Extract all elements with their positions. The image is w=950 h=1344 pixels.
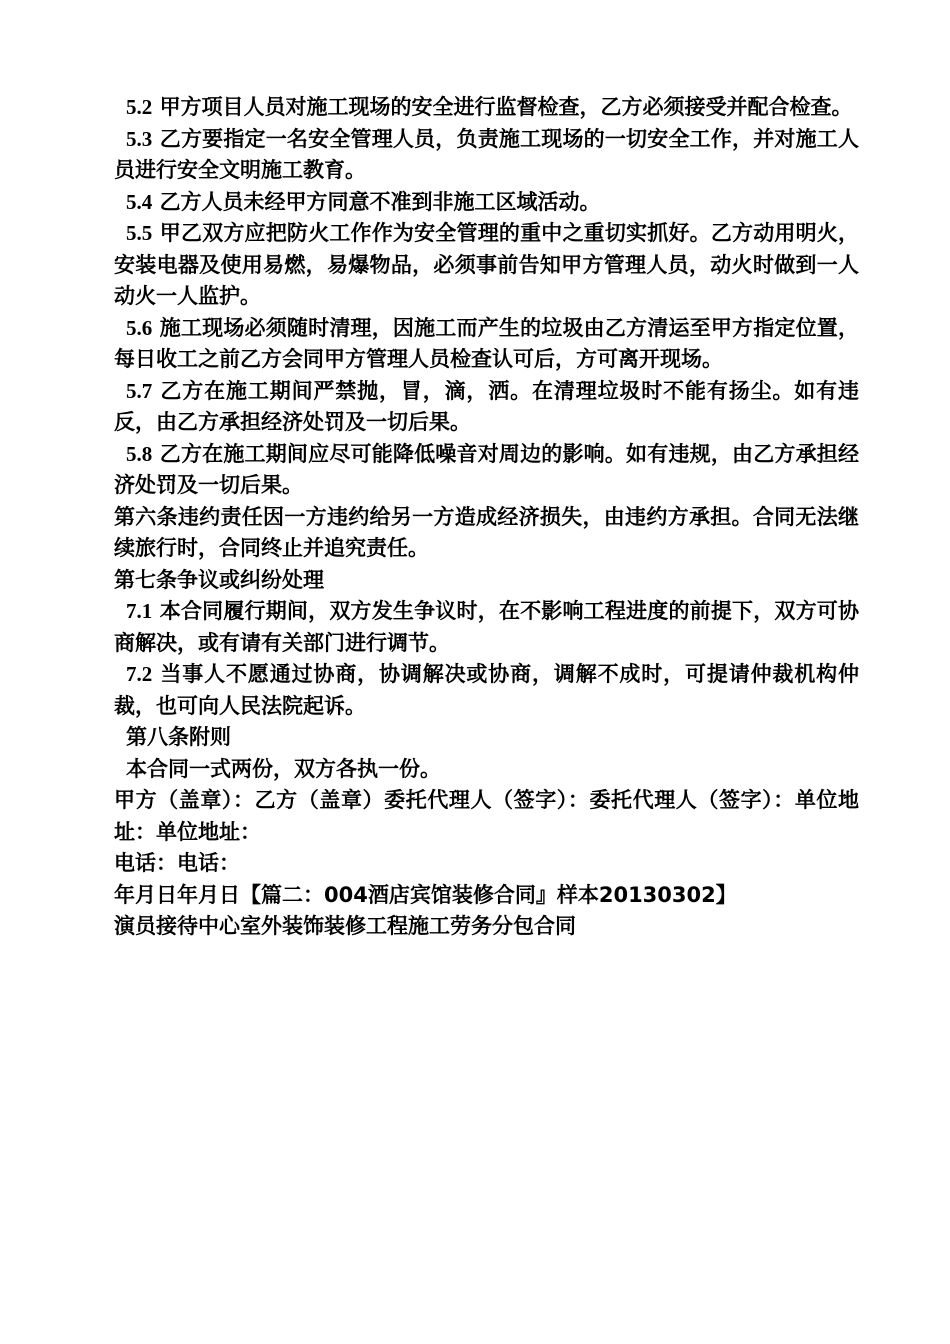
signature-line: 甲方（盖章）：乙方（盖章）委托代理人（签字）：委托代理人（签字）：单位地址：单位地址： <box>114 788 859 844</box>
clause-5-2 <box>114 92 859 124</box>
clause-text: 乙方人员未经甲方同意不准到非施工区域活动。 <box>159 189 601 214</box>
date-line-code: 004 <box>324 882 368 907</box>
clause-number: 5.4 <box>126 189 153 214</box>
clause-7-1 <box>114 596 859 659</box>
phone-line: 电话：电话： <box>114 851 240 875</box>
clause-number: 5.7 <box>126 378 153 403</box>
document-page <box>114 92 859 943</box>
date-line-bracket: 】 <box>715 882 737 907</box>
article-7-title: 第七条争议或纠纷处理 <box>114 567 324 592</box>
clause-number: 5.3 <box>126 126 153 151</box>
article-8-title: 第八条附则 <box>126 725 231 749</box>
clause-number: 5.2 <box>126 95 153 119</box>
clause-text: 乙方要指定一名安全管理人员，负责施工现场的一切安全工作，并对施工人员进行安全文明施工教育。 <box>114 126 860 182</box>
contract-title-line: 演员接待中心室外装饰装修工程施工劳务分包合同 <box>114 914 576 938</box>
clause-text: 乙方在施工期间应尽可能降低噪音对周边的影响。如有违规，由乙方承担经济处罚及一切后果。 <box>114 441 860 497</box>
clause-number: 5.6 <box>126 315 153 340</box>
clause-5-5 <box>114 218 859 313</box>
clause-number: 5.8 <box>126 441 153 466</box>
clause-text: 甲乙双方应把防火工作作为安全管理的重中之重切实抓好。乙方动用明火，安装电器及使用易燃，易爆物品，必须事前告知甲方管理人员，动火时做到一人动火一人监护。 <box>114 221 860 308</box>
date-line-text: 年月日年月日【篇二： <box>114 882 324 907</box>
clause-text: 本合同履行期间，双方发生争议时，在不影响工程进度的前提下，双方可协商解决，或有请有关部门进行调节。 <box>114 599 860 655</box>
clause-5-6 <box>114 313 859 376</box>
clause-text: 乙方在施工期间严禁抛，冒，滴，洒。在清理垃圾时不能有扬尘。如有违反，由乙方承担经济处罚及一切后果。 <box>114 378 859 434</box>
date-line-title: 酒店宾馆装修合同』样本 <box>367 882 599 907</box>
clause-number: 7.2 <box>126 662 153 686</box>
clause-number: 5.5 <box>126 221 153 245</box>
article-6: 第六条违约责任因一方违约给另一方造成经济损失，由违约方承担。合同无法继续旅行时，合同终止并追究责任。 <box>114 504 859 560</box>
clause-5-8 <box>114 439 859 502</box>
clause-5-7 <box>114 376 859 439</box>
date-line <box>114 880 859 912</box>
date-line-number: 20130302 <box>598 882 716 907</box>
clause-text: 施工现场必须随时清理，因施工而产生的垃圾由乙方清运至甲方指定位置，每日收工之前乙方会同甲方管理人员检查认可后，方可离开现场。 <box>114 315 860 371</box>
clause-text: 甲方项目人员对施工现场的安全进行监督检查，乙方必须接受并配合检查。 <box>159 95 853 119</box>
clause-text: 当事人不愿通过协商，协调解决或协商，调解不成时，可提请仲裁机构仲裁，也可向人民法院起诉。 <box>114 662 859 718</box>
clause-7-2 <box>114 659 859 722</box>
article-8-text: 本合同一式两份，双方各执一份。 <box>126 756 441 781</box>
clause-5-4 <box>114 187 859 219</box>
clause-5-3 <box>114 124 859 187</box>
clause-number: 7.1 <box>126 599 153 623</box>
